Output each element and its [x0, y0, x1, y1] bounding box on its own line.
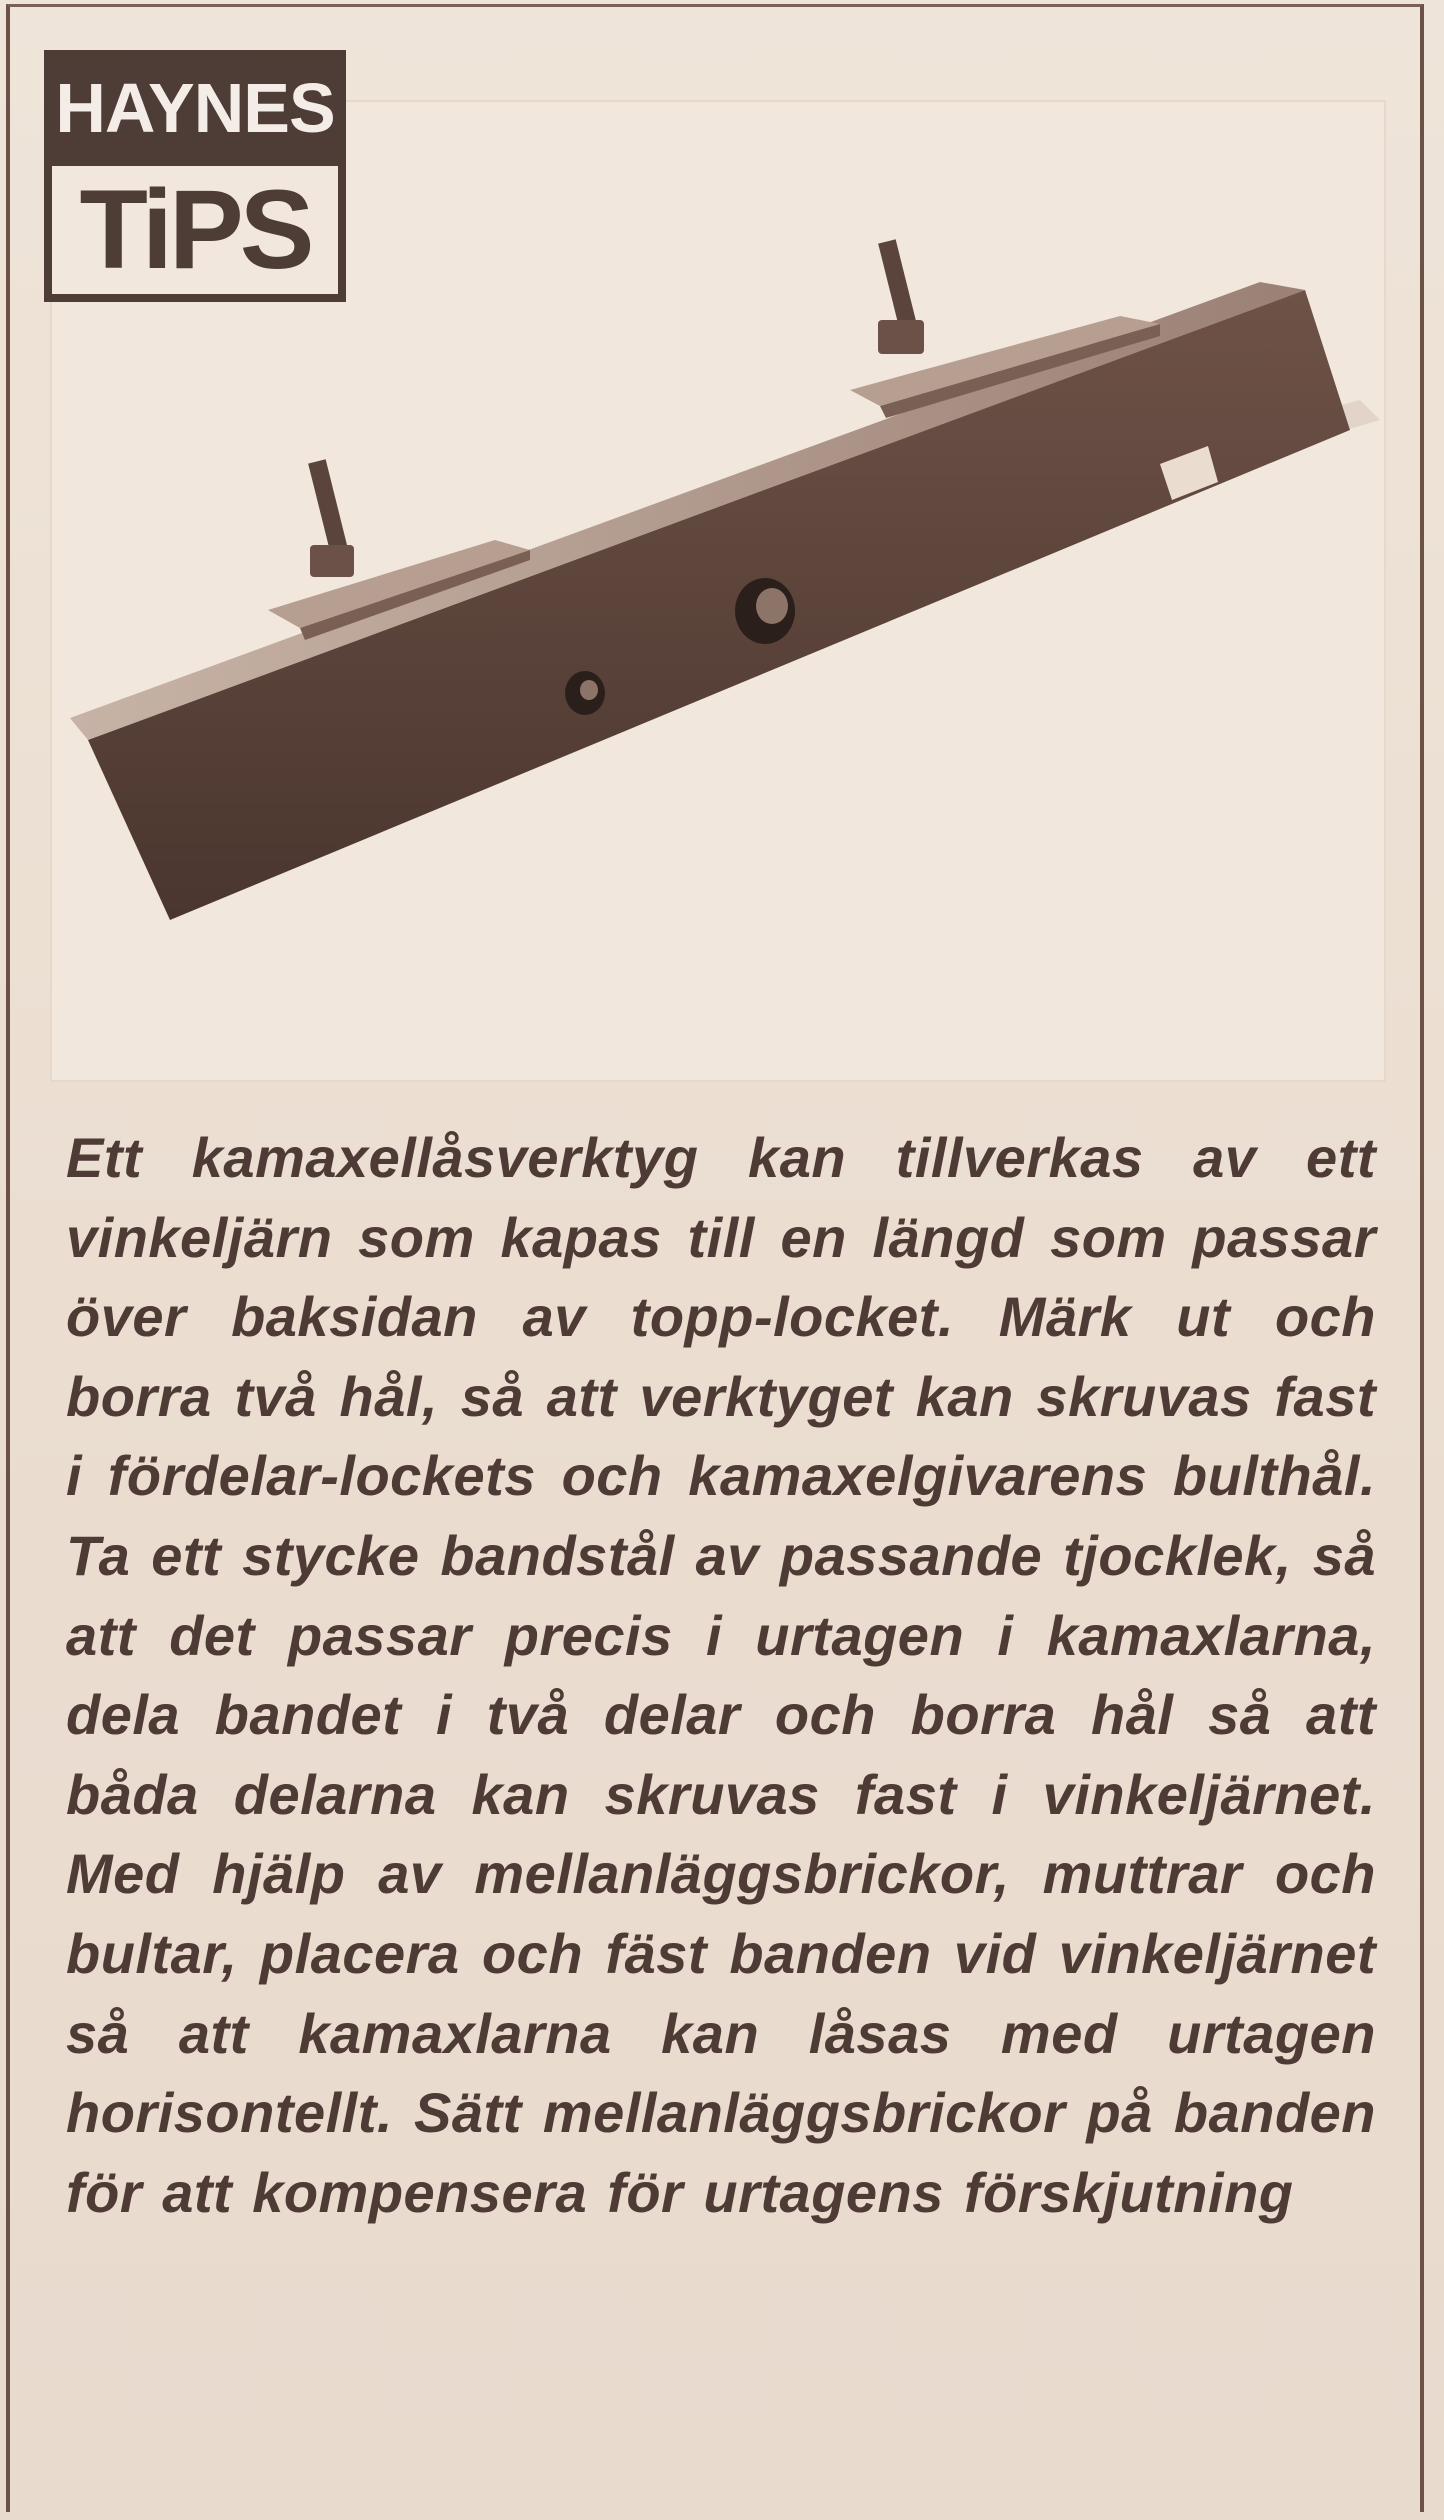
camshaft-locking-tool-photo [60, 220, 1380, 960]
logo-tips-text: TiPS [52, 166, 338, 294]
logo-haynes-text: HAYNES [55, 69, 335, 147]
left-nut [310, 545, 354, 577]
angle-iron-face [88, 290, 1350, 920]
tip-body-text: Ett kamaxellåsverktyg kan tillverkas av ett vinkeljärn som kapas till en längd som passar över baksidan av topp-locket. Märk ut och borra två hål, så att verktyget kan skruvas fast i fördelar-lockets och kamaxelgivarens bulthål. Ta ett stycke bandstål av passande tjocklek, så att det passar precis i urtagen i kamaxlarna, dela bandet i två delar och borra hål så att båda delarna kan skruvas fast i vinkeljärnet. Med hjälp av mellanläggsbrickor, muttrar och bultar, placera och fäst banden vid vinkeljärnet så att kamaxlarna kan låsas med urtagen horisontellt. Sätt mellanläggsbrickor på banden för att kompensera för urtagens förskjutning [66, 1126, 1376, 2224]
right-nut [878, 320, 924, 354]
haynes-tips-logo [44, 50, 346, 302]
